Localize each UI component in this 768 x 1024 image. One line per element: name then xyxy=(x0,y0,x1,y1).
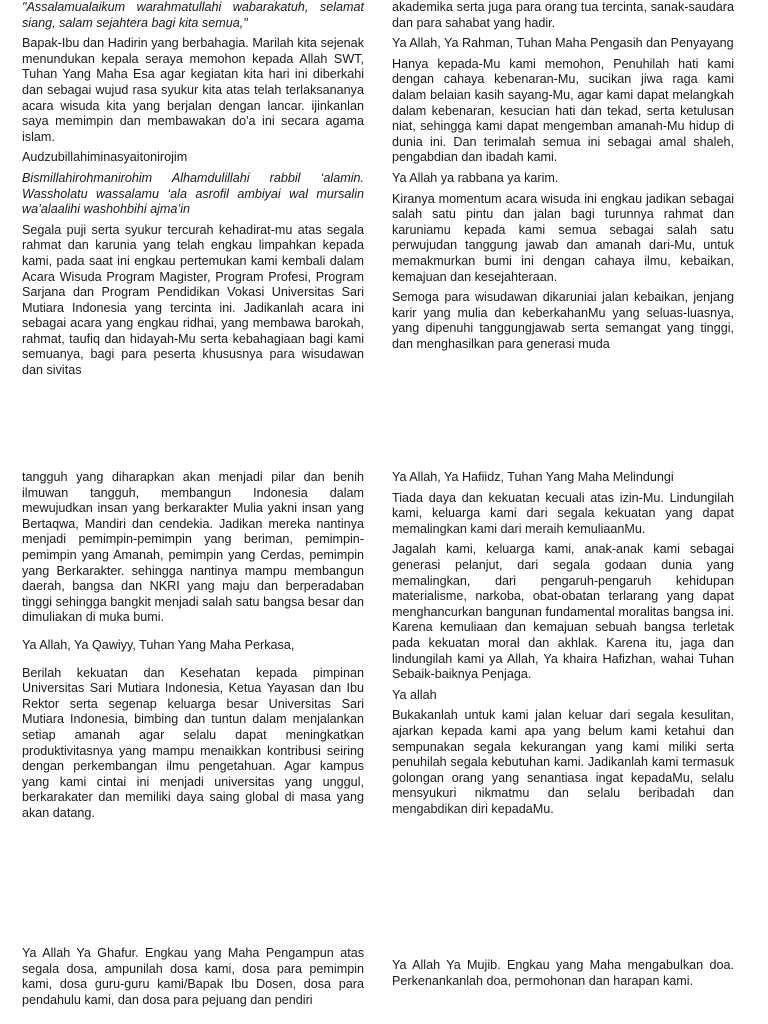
paragraph: tangguh yang diharapkan akan menjadi pilar dan benih ilmuwan tangguh, membangun Indonesia dalam mewujudkan insan yang berkarakter Mulia yakni insan yang Bertaqwa, Mandiri dan cendekia. Jadikan mereka nantinya menjadi pemimpin-pemimpin yang beriman, pemimpin-pemimpin yang Amanah, pemimpin yang Cerdas, pemimpin yang Berkarakter. sehingga nantinya mampu membangun daerah, bangsa dan NKRI yang maju dan berperadaban tinggi sehingga bangkit menjadi salah satu bangsa besar dan dimuliakan di muka bumi. xyxy=(22,470,364,625)
paragraph: Bismillahirohmanirohim Alhamdulillahi rabbil ‘alamin. Wassholatu wassalamu ‘ala asrofil ambiyai wal mursalin wa’alaalihi washohbihi ajma’in xyxy=(22,170,364,217)
paragraph: Tiada daya dan kekuatan kecuali atas izin-Mu. Lindungilah kami, keluarga kami dari segala kekuatan yang dapat memalingkan kami dari meraih kemuliaanMu. xyxy=(392,490,734,536)
paragraph: Ya Allah ya rabbana ya karim. xyxy=(392,170,559,185)
left-column xyxy=(22,946,364,1013)
paragraph: Ya allah xyxy=(392,687,437,702)
paragraph: "Assalamualaikum warahmatullahi wabarakatuh, selamat siang, salam sejahtera bagi kita semua," xyxy=(22,0,364,30)
paragraph: Hanya kepada-Mu kami memohon, Penuhilah hati kami dengan cahaya kebenaran-Mu, sucikan jiwa raga kami dalam belaian kasih sayang-Mu, agar kami dapat melangkah dalam kebenaran, kesucian hati dan tekad, serta ketulusan niat, sehingga kami dapat mengemban amanah-Mu hidup di dunia ini. Dan terimalah semua ini sebagai amal shaleh, pengabdian dan ibadah kami. xyxy=(392,56,734,165)
paragraph: Jagalah kami, keluarga kami, anak-anak kami sebagai generasi pelanjut, dari segala godaan dunia yang memalingkan, dari pengaruh-pengaruh kehidupan materialisme, narkoba, obat-obatan terlarang yang dapat menghancurkan bangunan fundamental moralitas bangsa ini. Karena kemuliaan dan kemajuan sebuah bangsa terletak pada kekuatan moral dan akhlak. Karena itu, jaga dan lindungilah kami ya Allah, Ya khaira Hafizhan, wahai Tuhan Sebaik-baiknya Penjaga. xyxy=(392,542,734,682)
right-column xyxy=(392,0,734,357)
left-column xyxy=(22,470,364,826)
paragraph: Ya Allah, Ya Rahman, Tuhan Maha Pengasih dan Penyayang xyxy=(392,36,734,51)
page-section-2 xyxy=(0,470,768,930)
paragraph: akademika serta juga para orang tua tercinta, sanak-saudara dan para sahabat yang hadir. xyxy=(392,0,734,30)
page-section-1 xyxy=(0,0,768,448)
paragraph: Berilah kekuatan dan Kesehatan kepada pimpinan Universitas Sari Mutiara Indonesia, Ketua Yayasan dan Ibu Rektor serta segenap keluarga besar Universitas Sari Mutiara Indonesia, bimbing dan tuntun dalam menjalankan setiap amanah agar selalu dapat meningkatkan produktivitasnya yang mampu menaikkan kontribusi seiring dengan perkembangan ilmu pengetahuan. Agar kampus yang kami cintai ini menjadi universitas yang unggul, berkarakater dan memiliki daya saing global di masa yang akan datang. xyxy=(22,665,364,820)
left-column xyxy=(22,0,364,384)
paragraph: Bukakanlah untuk kami jalan keluar dari segala kesulitan, ajarkan kepada kami apa yang belum kami ketahui dan sempunakan segala kekurangan yang kami miliki serta penuhilah segala kebutuhan kami. Jadikanlah kami termasuk golongan orang yang senantiasa ingat kepadaMu, selalu mensyukuri nikmatmu dan selalu beribadah dan mengabdikan diri kepadaMu. xyxy=(392,708,734,816)
paragraph: Ya Allah Ya Mujib. Engkau yang Maha mengabulkan doa. Perkenankanlah doa, permohonan dan harapan kami. xyxy=(392,958,734,988)
paragraph: Segala puji serta syukur tercurah kehadirat-mu atas segala rahmat dan karunia yang telah engkau limpahkan kepada kami, pada saat ini engkau pertemukan kami kembali dalam Acara Wisuda Program Magister, Program Profesi, Program Sarjana dan Program Pendidikan Vokasi Universitas Sari Mutiara Indonesia yang tercinta ini. Jadikanlah acara ini sebagai acara yang engkau ridhai, yang membawa barokah, rahmat, taufiq dan hidayah-Mu serta kebahagiaan bagi kami semuanya, bagi para peserta khususnya para wisudawan dan sivitas xyxy=(22,222,364,378)
right-column xyxy=(392,470,734,822)
paragraph: Ya Allah Ya Ghafur. Engkau yang Maha Pengampun atas segala dosa, ampunilah dosa kami, dosa para pemimpin kami, dosa guru-guru kami/Bapak Ibu Dosen, dosa para pendahulu kami, dan dosa para pejuang dan pendiri xyxy=(22,946,364,1007)
paragraph: Bapak-Ibu dan Hadirin yang berbahagia. Marilah kita sejenak menundukan kepala seraya memohon kepada Allah SWT, Tuhan Yang Maha Esa agar kegiatan kita hari ini diberkahi dan sebagai wujud rasa syukur kita atas telah terlaksananya acara wisuda kita yang berjalan dengan lancar. ijinkanlan saya memimpin dan membawakan do'a ini secara agama islam. xyxy=(22,36,364,144)
page-section-3 xyxy=(0,946,768,1024)
paragraph: Ya Allah, Ya Hafiidz, Tuhan Yang Maha Melindungi xyxy=(392,470,674,484)
paragraph: Kiranya momentum acara wisuda ini engkau jadikan sebagai salah satu pintu dan jalan bagi turunnya rahmat dan karuniamu kepada kami semua sebagai salah satu perwujudan tanggung jawab dan amanah dari-Mu, untuk memakmurkan bumi ini dengan cahaya ilmu, kebaikan, kemajuan dan kesejahteraan. xyxy=(392,191,734,284)
paragraph: Audzubillahiminasyaitonirojim xyxy=(22,150,188,165)
paragraph: Semoga para wisudawan dikaruniai jalan kebaikan, jenjang karir yang mulia dan keberkahanMu yang seluas-luasnya, yang dipenuhi tanggungjawab serta semangat yang tinggi, dan menghasilkan para generasi muda xyxy=(392,290,734,351)
right-column xyxy=(392,946,734,994)
paragraph: Ya Allah, Ya Qawiyy, Tuhan Yang Maha Perkasa, xyxy=(22,637,295,652)
